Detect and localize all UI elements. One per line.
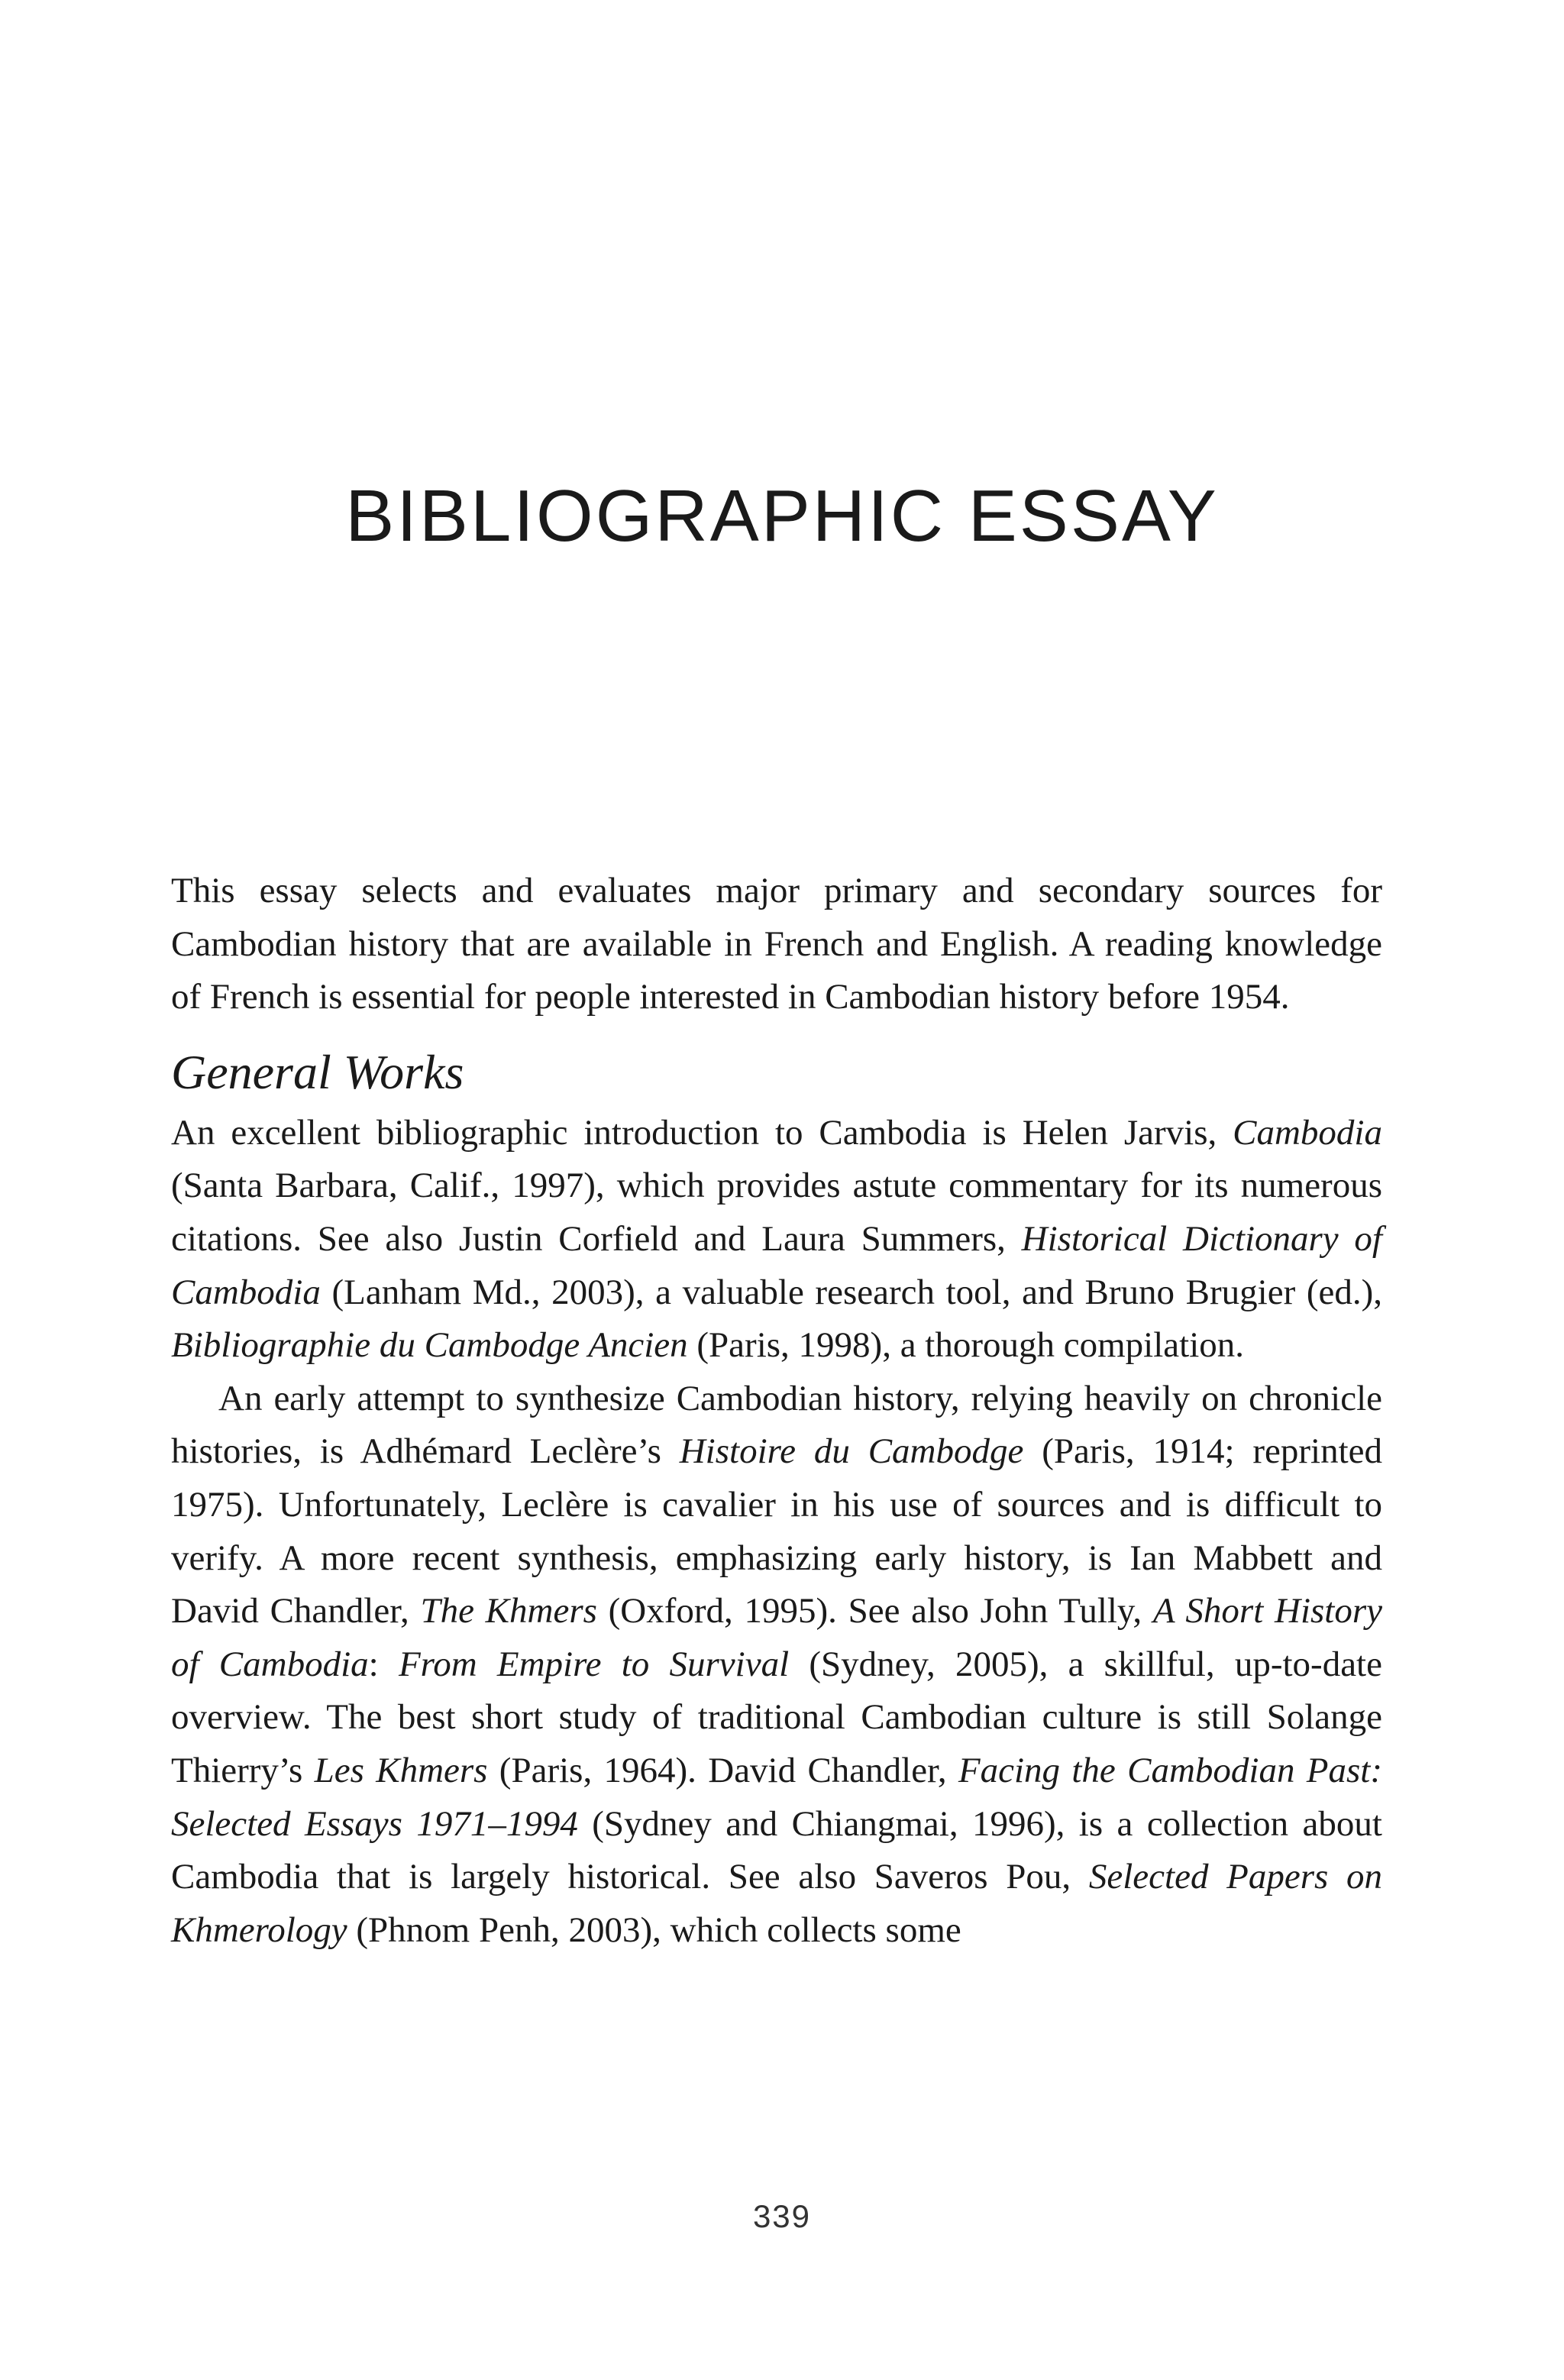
- paragraph-bibliographic-introduction: [171, 1107, 1382, 1373]
- book-title: Bibliographie du Cambodge Ancien: [171, 1325, 688, 1366]
- book-title: Historical Dictionary of Cambodia: [171, 1218, 1382, 1312]
- text-run: (Santa Barbara, Calif., 1997), which provides astute commentary for its numerous citations. See also Justin Corfield and Laura Summers,: [171, 1166, 1382, 1259]
- text-run: (Sydney and Chiangmai, 1996), is a collection about Cambodia that is largely historical. See also Saveros Pou,: [171, 1803, 1382, 1897]
- intro-paragraph: This essay selects and evaluates major primary and secondary sources for Cambodian history that are available in French and English. A reading knowledge of French is essential for people interested in Cambodian history before 1954.: [171, 871, 1382, 1017]
- text-run: :: [368, 1644, 399, 1684]
- text-run: (Sydney, 2005), a skillful, up-to-date overview. The best short study of traditional Cambodian culture is still Solange Thierry’s: [171, 1644, 1382, 1790]
- book-title: Histoire du Cambodge: [679, 1431, 1024, 1472]
- chapter-title: BIBLIOGRAPHIC ESSAY: [345, 475, 1219, 557]
- book-title: The Khmers: [420, 1591, 597, 1631]
- text-run: (Phnom Penh, 2003), which collects some: [347, 1909, 961, 1950]
- book-title: Selected Papers on Khmerology: [171, 1857, 1383, 1950]
- text-run: (Oxford, 1995). See also John Tully,: [596, 1591, 1153, 1631]
- text-run: (Paris, 1914; reprinted 1975). Unfortunately, Leclère is cavalier in his use of sources and is difficult to verify. A more recent synthesis, emphasizing early history, is Ian Mabbett and David Chandler,: [171, 1431, 1382, 1631]
- book-title: Les Khmers: [314, 1750, 488, 1790]
- text-run: An excellent bibliographic introduction to Cambodia is Helen Jarvis,: [171, 1112, 1233, 1153]
- book-title: Cambodia: [1233, 1112, 1382, 1153]
- text-run: (Paris, 1998), a thorough compilation.: [687, 1325, 1245, 1366]
- text-run: An early attempt to synthesize Cambodian history, relying heavily on chronicle histories, is Adhémard Leclère’s: [171, 1378, 1382, 1472]
- body-text: [171, 865, 1382, 1957]
- text-run: (Lanham Md., 2003), a valuable research tool, and Bruno Brugier (ed.),: [320, 1272, 1382, 1312]
- book-title: Facing the Cambodian Past: Selected Essays 1971–1994: [171, 1750, 1383, 1844]
- text-run: (Paris, 1964). David Chandler,: [487, 1750, 958, 1790]
- book-title: From Empire to Survival: [398, 1644, 790, 1684]
- page-number: 339: [752, 2198, 812, 2234]
- book-title: A Short History of Cambodia: [171, 1591, 1383, 1684]
- section-heading-general-works: General Works: [171, 1044, 464, 1099]
- paragraph-synthesis: [171, 1373, 1382, 1958]
